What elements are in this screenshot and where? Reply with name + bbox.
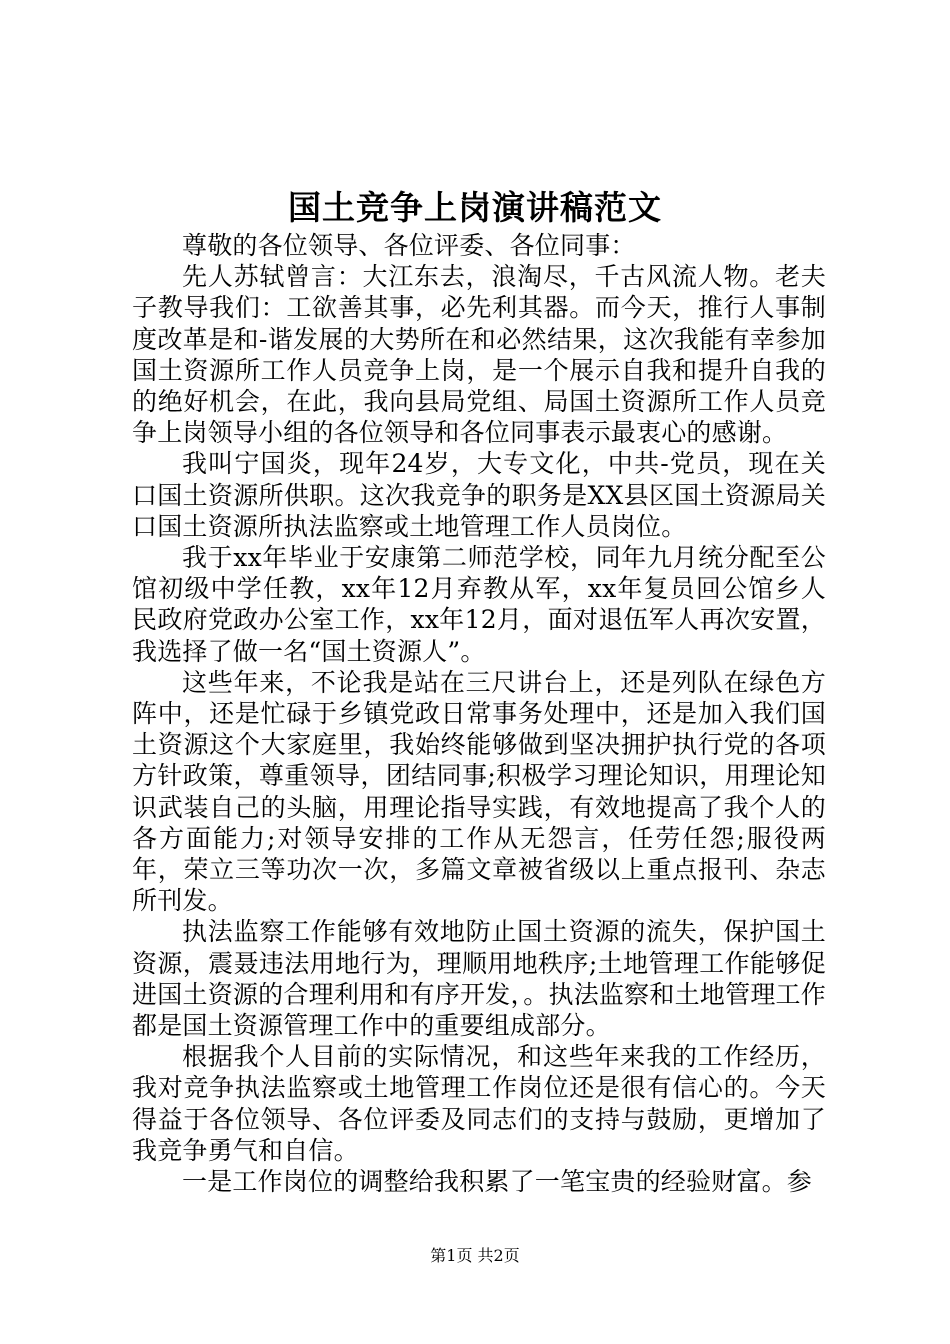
- document-title: 国土竞争上岗演讲稿范文: [288, 188, 662, 227]
- body-paragraph: 我叫宁国炎，现年24岁，大专文化，中共-党员，现在关口国土资源所供职。这次我竞争的职务是XX县区国土资源局关口国土资源所执法监察或土地管理工作人员岗位。: [132, 449, 826, 541]
- document-body: [132, 230, 826, 1197]
- body-paragraph: 先人苏轼曾言：大江东去，浪淘尽，千古风流人物。老夫子教导我们：工欲善其事，必先利其器。而今天，推行人事制度改革是和-谐发展的大势所在和必然结果，这次我能有幸参加国土资源所工作人员竞争上岗，是一个展示自我和提升自我的的绝好机会，在此，我向县局党组、局国土资源所工作人员竞争上岗领导小组的各位领导和各位同事表示最衷心的感谢。: [132, 262, 826, 448]
- body-paragraph: 一是工作岗位的调整给我积累了一笔宝贵的经验财富。参: [182, 1167, 813, 1197]
- salutation-paragraph: 尊敬的各位领导、各位评委、各位同事：: [182, 231, 636, 260]
- body-paragraph: 根据我个人目前的实际情况，和这些年来我的工作经历，我对竞争执法监察或土地管理工作岗位还是很有信心的。今天得益于各位领导、各位评委及同志们的支持与鼓励，更增加了我竞争勇气和自信。: [132, 1042, 826, 1165]
- body-paragraph: 这些年来，不论我是站在三尺讲台上，还是列队在绿色方阵中，还是忙碌于乡镇党政日常事务处理中，还是加入我们国土资源这个大家庭里，我始终能够做到坚决拥护执行党的各项方针政策，尊重领导，团结同事;积极学习理论知识，用理论知识武装自己的头脑，用理论指导实践，有效地提高了我个人的各方面能力;对领导安排的工作从无怨言，任劳任怨;服役两年，荣立三等功次一次，多篇文章被省级以上重点报刊、杂志所刊发。: [132, 667, 826, 916]
- page-number-footer: 第1页 共2页: [430, 1246, 520, 1265]
- body-paragraph: 我于xx年毕业于安康第二师范学校，同年九月统分配至公馆初级中学任教，xx年12月弃教从军，xx年复员回公馆乡人民政府党政办公室工作，xx年12月，面对退伍军人再次安置，我选择了做一名“国土资源人”。: [132, 543, 826, 666]
- body-paragraph: 执法监察工作能够有效地防止国土资源的流失，保护国土资源，震聂违法用地行为，理顺用地秩序;土地管理工作能够促进国土资源的合理利用和有序开发，。执法监察和土地管理工作都是国土资源管理工作中的重要组成部分。: [132, 917, 826, 1041]
